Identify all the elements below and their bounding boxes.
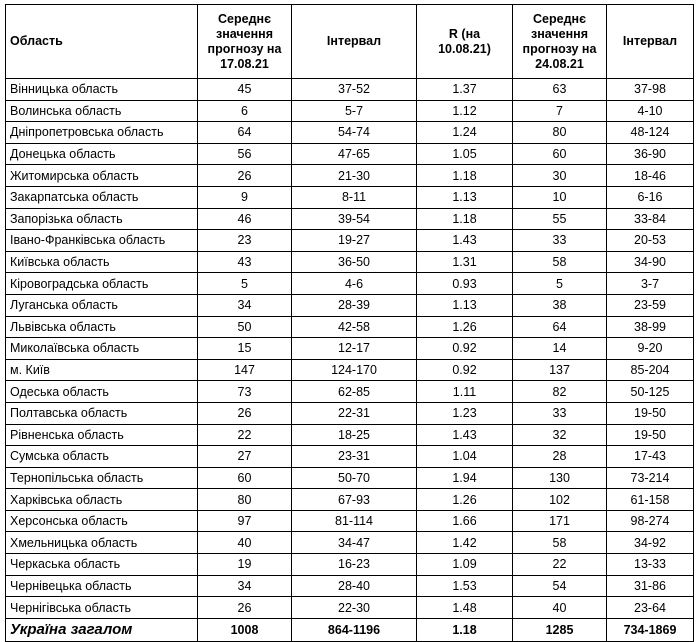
r-value: 1.18 [417,208,513,230]
forecast-1708: 22 [198,424,292,446]
forecast-2408: 171 [513,510,607,532]
total-r: 1.18 [417,618,513,641]
header-forecast-2408: Середнє значення прогнозу на 24.08.21 [513,5,607,79]
r-value: 1.26 [417,489,513,511]
region-name: Черкаська область [6,554,198,576]
interval-2: 19-50 [607,402,694,424]
forecast-1708: 23 [198,230,292,252]
table-row [6,79,694,101]
interval-2: 9-20 [607,338,694,360]
interval-2: 36-90 [607,143,694,165]
table-row [6,575,694,597]
r-value: 1.11 [417,381,513,403]
forecast-1708: 27 [198,446,292,468]
forecast-2408: 130 [513,467,607,489]
region-name: Житомирська область [6,165,198,187]
interval-1: 81-114 [292,510,417,532]
region-name: Тернопільська область [6,467,198,489]
table-row [6,446,694,468]
forecast-2408: 58 [513,532,607,554]
interval-1: 22-30 [292,597,417,619]
interval-1: 37-52 [292,79,417,101]
interval-2: 23-59 [607,294,694,316]
interval-1: 42-58 [292,316,417,338]
r-value: 1.13 [417,186,513,208]
region-name: Запорізька область [6,208,198,230]
interval-2: 20-53 [607,230,694,252]
r-value: 1.42 [417,532,513,554]
region-name: Волинська область [6,100,198,122]
interval-2: 98-274 [607,510,694,532]
interval-2: 18-46 [607,165,694,187]
total-label: Україна загалом [6,618,198,641]
interval-1: 19-27 [292,230,417,252]
forecast-1708: 46 [198,208,292,230]
table-row [6,122,694,144]
interval-1: 21-30 [292,165,417,187]
interval-1: 50-70 [292,467,417,489]
r-value: 0.92 [417,359,513,381]
interval-2: 6-16 [607,186,694,208]
interval-1: 36-50 [292,251,417,273]
table-row [6,402,694,424]
r-value: 1.48 [417,597,513,619]
interval-2: 38-99 [607,316,694,338]
region-name: Дніпропетровська область [6,122,198,144]
r-value: 1.26 [417,316,513,338]
table-row [6,230,694,252]
total-interval-2: 734-1869 [607,618,694,641]
forecast-2408: 38 [513,294,607,316]
forecast-2408: 22 [513,554,607,576]
forecast-2408: 30 [513,165,607,187]
header-row [6,5,694,79]
forecast-2408: 33 [513,230,607,252]
interval-1: 22-31 [292,402,417,424]
interval-1: 16-23 [292,554,417,576]
r-value: 1.18 [417,165,513,187]
r-value: 1.53 [417,575,513,597]
interval-1: 8-11 [292,186,417,208]
region-name: Сумська область [6,446,198,468]
region-name: м. Київ [6,359,198,381]
region-name: Харківська область [6,489,198,511]
forecast-1708: 147 [198,359,292,381]
table-row [6,359,694,381]
total-interval-1: 864-1196 [292,618,417,641]
header-region: Область [6,5,198,79]
forecast-2408: 63 [513,79,607,101]
total-forecast-1708: 1008 [198,618,292,641]
region-name: Закарпатська область [6,186,198,208]
interval-2: 50-125 [607,381,694,403]
r-value: 1.94 [417,467,513,489]
forecast-1708: 34 [198,575,292,597]
interval-2: 73-214 [607,467,694,489]
interval-2: 13-33 [607,554,694,576]
interval-1: 28-40 [292,575,417,597]
header-forecast-1708: Середнє значення прогнозу на 17.08.21 [198,5,292,79]
table-row [6,251,694,273]
total-forecast-2408: 1285 [513,618,607,641]
interval-2: 3-7 [607,273,694,295]
table-row [6,165,694,187]
r-value: 1.12 [417,100,513,122]
table-row [6,208,694,230]
table-row [6,554,694,576]
interval-1: 28-39 [292,294,417,316]
header-interval-1: Інтервал [292,5,417,79]
r-value: 0.93 [417,273,513,295]
table-row [6,186,694,208]
forecast-1708: 40 [198,532,292,554]
forecast-2408: 28 [513,446,607,468]
interval-1: 39-54 [292,208,417,230]
table-row [6,597,694,619]
r-value: 1.04 [417,446,513,468]
interval-2: 85-204 [607,359,694,381]
r-value: 1.13 [417,294,513,316]
forecast-2408: 14 [513,338,607,360]
interval-2: 33-84 [607,208,694,230]
table-row [6,381,694,403]
r-value: 1.43 [417,424,513,446]
table-row [6,424,694,446]
header-interval-2: Інтервал [607,5,694,79]
forecast-1708: 26 [198,402,292,424]
region-name: Хмельницька область [6,532,198,554]
region-name: Донецька область [6,143,198,165]
forecast-1708: 56 [198,143,292,165]
forecast-1708: 26 [198,597,292,619]
interval-2: 48-124 [607,122,694,144]
interval-1: 12-17 [292,338,417,360]
forecast-2408: 82 [513,381,607,403]
interval-2: 34-92 [607,532,694,554]
interval-2: 37-98 [607,79,694,101]
interval-2: 34-90 [607,251,694,273]
region-name: Вінницька область [6,79,198,101]
r-value: 1.31 [417,251,513,273]
forecast-table [5,4,694,642]
interval-2: 23-64 [607,597,694,619]
r-value: 1.09 [417,554,513,576]
forecast-2408: 58 [513,251,607,273]
table-row [6,467,694,489]
r-value: 1.05 [417,143,513,165]
forecast-1708: 9 [198,186,292,208]
interval-2: 31-86 [607,575,694,597]
region-name: Львівська область [6,316,198,338]
header-r: R (на 10.08.21) [417,5,513,79]
r-value: 0.92 [417,338,513,360]
interval-1: 23-31 [292,446,417,468]
forecast-1708: 34 [198,294,292,316]
interval-1: 5-7 [292,100,417,122]
forecast-1708: 6 [198,100,292,122]
interval-1: 54-74 [292,122,417,144]
forecast-1708: 19 [198,554,292,576]
region-name: Чернігівська область [6,597,198,619]
forecast-2408: 5 [513,273,607,295]
interval-1: 4-6 [292,273,417,295]
table-row [6,532,694,554]
table-row [6,510,694,532]
interval-1: 47-65 [292,143,417,165]
forecast-1708: 5 [198,273,292,295]
interval-1: 34-47 [292,532,417,554]
forecast-1708: 64 [198,122,292,144]
table-row [6,338,694,360]
total-row [6,618,694,641]
region-name: Кіровоградська область [6,273,198,295]
r-value: 1.37 [417,79,513,101]
forecast-1708: 80 [198,489,292,511]
forecast-2408: 7 [513,100,607,122]
forecast-1708: 60 [198,467,292,489]
table-row [6,294,694,316]
r-value: 1.24 [417,122,513,144]
r-value: 1.23 [417,402,513,424]
forecast-1708: 97 [198,510,292,532]
forecast-1708: 45 [198,79,292,101]
region-name: Рівненська область [6,424,198,446]
r-value: 1.43 [417,230,513,252]
interval-1: 18-25 [292,424,417,446]
interval-2: 4-10 [607,100,694,122]
interval-1: 62-85 [292,381,417,403]
table-row [6,489,694,511]
interval-2: 19-50 [607,424,694,446]
table-row [6,100,694,122]
forecast-2408: 54 [513,575,607,597]
interval-2: 17-43 [607,446,694,468]
forecast-2408: 60 [513,143,607,165]
forecast-2408: 137 [513,359,607,381]
region-name: Миколаївська область [6,338,198,360]
forecast-2408: 80 [513,122,607,144]
interval-2: 61-158 [607,489,694,511]
region-name: Чернівецька область [6,575,198,597]
region-name: Одеська область [6,381,198,403]
interval-1: 67-93 [292,489,417,511]
region-name: Київська область [6,251,198,273]
forecast-2408: 64 [513,316,607,338]
r-value: 1.66 [417,510,513,532]
table-row [6,143,694,165]
interval-1: 124-170 [292,359,417,381]
forecast-1708: 50 [198,316,292,338]
region-name: Полтавська область [6,402,198,424]
region-name: Луганська область [6,294,198,316]
forecast-1708: 15 [198,338,292,360]
forecast-1708: 73 [198,381,292,403]
forecast-1708: 26 [198,165,292,187]
forecast-2408: 40 [513,597,607,619]
region-name: Івано-Франківська область [6,230,198,252]
forecast-2408: 33 [513,402,607,424]
forecast-1708: 43 [198,251,292,273]
table-row [6,316,694,338]
table-row [6,273,694,295]
forecast-2408: 55 [513,208,607,230]
region-name: Херсонська область [6,510,198,532]
forecast-2408: 10 [513,186,607,208]
forecast-2408: 32 [513,424,607,446]
forecast-2408: 102 [513,489,607,511]
